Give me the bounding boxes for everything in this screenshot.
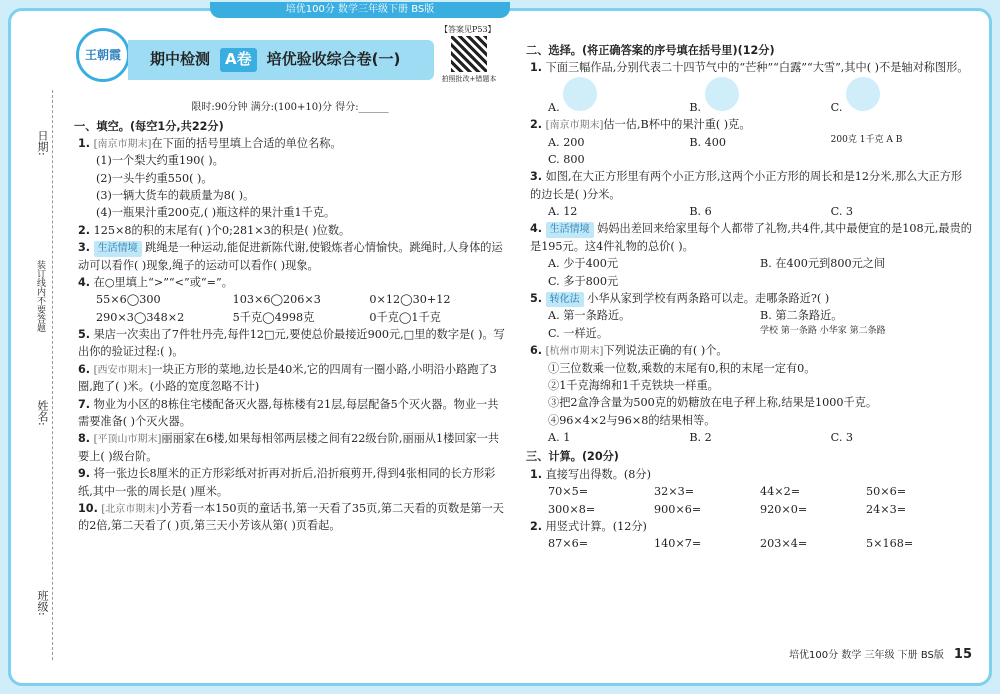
statement: ①三位数乘一位数,乘数的末尾有0,积的末尾一定有0。 [548,361,816,375]
question-text: 小芳看一本150页的童话书,第一天看了35页,第二天看的页数是第一天的2倍,第二天看了( )页,第三天小芳该从第( )页看起。 [78,501,504,533]
option: B. 2 [689,431,712,445]
title-part2: 培优验收综合卷(一) [266,50,401,69]
calc-1: 1. 直接写出得数。(8分) [530,467,651,481]
compare-row [96,309,506,326]
question-text: 下列说法正确的有( )个。 [603,344,728,358]
options [548,77,972,116]
source-tag: [西安市期末] [93,364,152,376]
qr-code [440,30,498,90]
options [548,273,972,290]
cup-b-label: 1千克 [859,134,884,145]
options [548,255,972,272]
source-tag: [北京市期末] [101,503,160,515]
option: B. 在400元到800元之间 [760,257,886,271]
statement: ④96×4×2与96×8的结果相等。 [548,413,716,427]
seal-note: 装订线内不要答题 [35,260,45,332]
compare-item: 290×3◯348×2 [96,310,185,324]
statement: ②1千克海绵和1千克铁块一样重。 [548,379,719,393]
calc-item: 900×6= [654,502,702,516]
compare-row [96,291,506,308]
right-column [526,40,972,553]
options [548,325,972,342]
question-5: 5. 果店一次卖出了7件牡丹壳,每件12□元,要使总价最接近900元,□里的数字是( )。写出你的验证过程:( )。 [78,328,505,359]
answer-ref: 【答案见P53】 [440,25,496,34]
option: A. [548,100,560,114]
title-bar [128,40,434,80]
question-4: 4. 在○里填上“>”“<”或“=”。 [78,276,233,290]
date-label: 日期: [36,130,49,156]
question-text: 一块正方形的菜地,边长是40米,它的四周有一圈小路,小明沿小路跑了3圈,跑了( )米。(小路的宽度忽略不计) [78,362,497,394]
calc-row [548,535,972,552]
choice-4: 4. 生活情境 妈妈出差回来给家里每个人都带了礼物,共4件,其中最便宜的是108元,最贵的是195元。这4件礼物的总价( )。 [530,222,972,253]
top-banner: 培优100分 数学三年级下册 BS版 [210,2,510,18]
cut-line [52,90,53,660]
options [548,134,972,151]
section-fill: 一、填空。(每空1分,共22分) [74,119,224,133]
sub-item: (4)一瓶果汁重200克,( )瓶这样的果汁重1千克。 [96,206,336,220]
option: A. 第一条路近。 [548,309,631,323]
choice-2: 2. [南京市期末]估一估,B杯中的果汁重( )克。 [530,118,751,132]
question-text: 果店一次卖出了7件牡丹壳,每件12□元,要使总价最接近900元,□里的数字是( )。写出你的验证过程:( )。 [78,328,505,359]
qr-icon [451,36,487,72]
question-text: 在下面的括号里填上合适的单位名称。 [151,136,342,150]
label-school: 学校 [760,325,779,336]
calc-item: 300×8= [548,502,596,516]
question-text: 妈妈出差回来给家里每个人都带了礼物,共4件,其中最便宜的是108元,最贵的是195元。这4件礼物的总价( )。 [530,222,972,253]
compare-item: 5千克◯4998克 [232,310,315,324]
compare-item: 0×12◯30+12 [369,293,451,307]
label-a: A [886,134,893,145]
choice-5: 5. 转化法 小华从家到学校有两条路可以走。走哪条路近?( ) [530,290,972,308]
question-2: 2. 125×8的积的末尾有( )个0;281×3的积是( )位数。 [78,223,351,237]
qr-label: 拍照批改+错题本 [441,75,497,83]
solar-term-image-icon [563,77,597,111]
question-text: 跳绳是一种运动,能促进新陈代谢,使锻炼者心情愉快。跳绳时,人身体的运动可以看作( )现象,绳子的运动可以看作( )现象。 [78,241,503,272]
question-6: 6. [西安市期末]一块正方形的菜地,边长是40米,它的四周有一圈小路,小明沿小路跑了3圈,跑了( )米。(小路的宽度忽略不计) [78,362,497,394]
calc-item: 5×168= [866,537,914,551]
calc-2: 2. 用竖式计算。(12分) [530,519,647,533]
exam-info: 限时:90分钟 满分:(100+10)分 得分:______ [191,102,389,113]
side-binding [10,70,70,670]
calc-row [548,483,972,500]
label-route2: 第二条路 [849,325,886,336]
source-tag: [杭州市期末] [545,346,604,358]
solar-term-image-icon [705,77,739,111]
calc-item: 24×3= [866,502,907,516]
section-choice: 二、选择。(将正确答案的序号填在括号里)(12分) [526,44,775,57]
label-route1: 第一条路 [780,325,817,336]
badge: 生活情境 [94,241,142,257]
snowflake-icon [846,77,880,111]
label-home: 小华家 [819,325,847,336]
option: A. 12 [548,205,578,219]
question-text: 如图,在大正方形里有两个小正方形,这两个小正方形的周长和是12分米,那么大正方形的边长是( )分米。 [530,170,963,201]
sub-item: (2)一头牛约重550( )。 [96,171,213,185]
calc-item: 920×0= [760,502,808,516]
question-1: 1. [南京市期末]在下面的括号里填上合适的单位名称。 [78,136,342,150]
question-9: 9. 将一张边长8厘米的正方形彩纸对折再对折后,沿折痕剪开,得到4张相同的长方形彩纸,其中一张的周长是( )厘米。 [78,467,496,498]
question-3: 3. 生活情境 跳绳是一种运动,能促进新陈代谢,使锻炼者心情愉快。跳绳时,人身体的运动可以看作( )现象,绳子的运动可以看作( )现象。 [78,241,503,272]
question-text: 下面三幅作品,分别代表二十四节气中的“芒种”“白露”“大雪”,其中( )不是轴对称图形。 [545,61,969,75]
option: C. 3 [830,205,854,219]
badge: 生活情境 [546,222,594,238]
question-8: 8. [平顶山市期末]丽丽家在6楼,如果每相邻两层楼之间有22级台阶,丽丽从1楼回家一共要上( )级台阶。 [78,432,500,463]
badge: 转化法 [546,292,584,308]
label-b: B [895,134,903,145]
compare-item: 55×6◯300 [96,293,161,307]
compare-item: 103×6◯206×3 [232,293,321,307]
calc-item: 32×3= [654,485,695,499]
question-text: 将一张边长8厘米的正方形彩纸对折再对折后,沿折痕剪开,得到4张相同的长方形彩纸,其中一张的周长是( )厘米。 [78,467,496,498]
question-text: 物业为小区的8栋住宅楼配备灭火器,每栋楼有21层,每层配备5个灭火器。物业一共需要准备( )个灭火器。 [78,397,499,429]
question-text: 丽丽家在6楼,如果每相邻两层楼之间有22级台阶,丽丽从1楼回家一共要上( )级台阶。 [78,432,500,463]
calc-item: 50×6= [866,485,907,499]
calc-row [548,501,972,518]
name-label: 姓名: [36,400,49,426]
option: C. 3 [830,431,854,445]
option: A. 1 [548,431,571,445]
calc-item: 87×6= [548,537,589,551]
cup-a-label: 200克 [830,134,857,145]
source-tag: [南京市期末] [545,120,604,132]
route-labels [760,325,972,342]
logo: 王朝霞 [76,28,130,82]
options [548,429,972,446]
calc-item: 70×5= [548,485,589,499]
source-tag: [平顶山市期末] [93,434,162,446]
calc-item: 44×2= [760,485,801,499]
option: C. 800 [548,152,585,166]
option: C. 一样近。 [548,326,609,340]
cup-labels [831,134,972,151]
options [548,307,972,324]
class-label: 班级: [36,590,49,616]
option: B. 第二条路近。 [760,309,843,323]
question-text: 小华从家到学校有两条路可以走。走哪条路近?( ) [587,291,830,305]
option: B. 6 [689,205,712,219]
left-column [74,25,506,535]
page-number: 15 [953,647,972,662]
option: C. [830,100,843,114]
options [548,203,972,220]
question-7: 7. 物业为小区的8栋住宅楼配备灭火器,每栋楼有21层,每层配备5个灭火器。物业一共需要准备( )个灭火器。 [78,397,499,429]
question-text: 用竖式计算。(12分) [545,519,647,533]
question-text: 在○里填上“>”“<”或“=”。 [93,276,233,290]
calc-item: 140×7= [654,537,702,551]
option: A. 200 [548,135,585,149]
statement: ③把2盒净含量为500克的奶糖放在电子秤上称,结果是1000千克。 [548,396,878,410]
question-text: 直接写出得数。(8分) [545,467,651,481]
option: B. [689,100,702,114]
header [74,25,506,96]
choice-6: 6. [杭州市期末]下列说法正确的有( )个。 [530,344,728,358]
option: C. 多于800元 [548,274,619,288]
option: B. 400 [689,135,727,149]
option: A. 少于400元 [548,257,619,271]
calc-item: 203×4= [760,537,808,551]
sub-item: (1)一个梨大约重190( )。 [96,154,224,168]
question-10: 10. [北京市期末]小芳看一本150页的童话书,第一天看了35页,第二天看的页数是第一天的2倍,第二天看了( )页,第三天小芳该从第( )页看起。 [78,501,504,533]
choice-3: 3. 如图,在大正方形里有两个小正方形,这两个小正方形的周长和是12分米,那么大正方形的边长是( )分米。 [530,170,963,201]
question-text: 估一估,B杯中的果汁重( )克。 [603,118,751,132]
footer-text: 培优100分 数学 三年级 下册 BS版 [789,650,944,661]
sub-item: (3)一辆大货车的载质量为8( )。 [96,189,255,203]
title-part1: 期中检测 [150,50,211,69]
section-calc: 三、计算。(20分) [526,450,619,464]
source-tag: [南京市期末] [93,138,152,150]
choice-1: 1. 下面三幅作品,分别代表二十四节气中的“芒种”“白露”“大雪”,其中( )不是轴对称图形。 [530,61,969,75]
compare-item: 0千克◯1千克 [369,310,441,324]
title-tag: A卷 [220,48,257,71]
question-text: 125×8的积的末尾有( )个0;281×3的积是( )位数。 [93,223,351,237]
footer [789,646,972,662]
options [548,151,972,168]
